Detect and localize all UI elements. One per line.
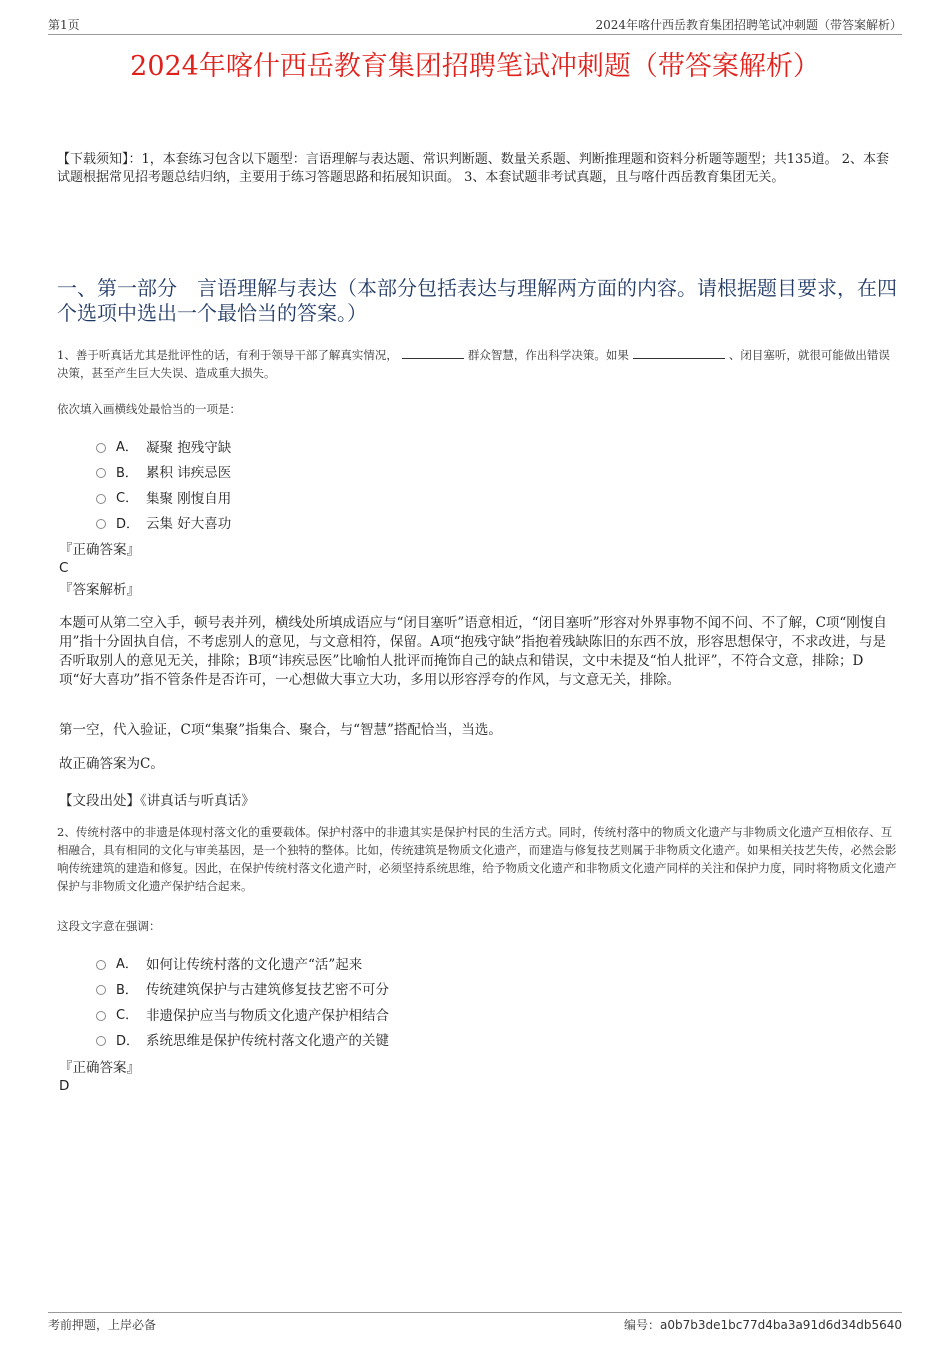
question-2-options (96, 950, 389, 1052)
answer-value: C (59, 560, 69, 576)
blank-2 (633, 347, 725, 359)
option-b[interactable]: B． 传统建筑保护与古建筑修复技艺密不可分 (96, 976, 389, 1002)
header-doc-title: 2024年喀什西岳教育集团招聘笔试冲刺题（带答案解析） (595, 18, 902, 32)
option-a[interactable]: A． 凝聚 抱残守缺 (96, 433, 231, 459)
answer-label: 『正确答案』 (59, 542, 140, 558)
document-code: 编号：a0b7b3de1bc77d4ba3a91d6d34db5640 (623, 1318, 902, 1332)
answer-label: 『正确答案』 (59, 1060, 140, 1076)
passage-source: 【文段出处】《讲真话与听真话》 (59, 793, 255, 809)
radio-icon[interactable] (96, 494, 106, 504)
analysis-paragraph: 本题可从第二空入手，顿号表并列，横线处所填成语应与“闭目塞听”语意相近，“闭目塞听”形容对外界事物不闻不问、不了解，C项“刚愎自用”指十分固执自信，不考虑别人的意见，与文意相符，保留。A项“抱残守缺”指抱着残缺陈旧的东西不放，形容思想保守，不求改进，与是否听取别人的意见无关，排除；B项“讳疾忌医”比喻怕人批评而掩饰自己的缺点和错误，文中未提及“怕人批评”，不符合文意，排除；D项“好大喜功”指不管条件是否许可，一心想做大事立大功，多用以形容浮夸的作风，与文意无关，排除。 (59, 615, 887, 688)
analysis-paragraph: 故正确答案为C。 (59, 756, 164, 772)
radio-icon[interactable] (96, 468, 106, 478)
question-2-text: 2、传统村落中的非遗是体现村落文化的重要载体。保护村落中的非遗其实是保护村民的生活方式。同时，传统村落中的物质文化遗产与非物质文化遗产互相依存、互相融合，具有相同的文化与审美基因，是一个独特的整体。比如，传统建筑是物质文化遗产，而建造与修复技艺则属于非物质文化遗产。如果相关技艺失传，必然会影响传统建筑的建造和修复。因此，在保护传统村落文化遗产时，必须坚持系统思维，给予物质文化遗产和非物质文化遗产同样的关注和保护力度，同时将物质文化遗产保护与非物质文化遗产保护结合起来。 (57, 825, 897, 893)
section-heading: 一、第一部分 言语理解与表达（本部分包括表达与理解两方面的内容。请根据题目要求，在四个选项中选出一个最恰当的答案。） (57, 276, 897, 325)
radio-icon[interactable] (96, 960, 106, 970)
radio-icon[interactable] (96, 1036, 106, 1046)
option-b[interactable]: B． 累积 讳疾忌医 (96, 459, 231, 485)
blank-1 (402, 347, 464, 359)
question-2-prompt: 这段文字意在强调： (57, 919, 161, 933)
answer-value: D (59, 1078, 70, 1094)
question-1-options (96, 433, 231, 535)
option-c[interactable]: C． 集聚 刚愎自用 (96, 484, 231, 510)
option-a[interactable]: A． 如何让传统村落的文化遗产“活”起来 (96, 950, 389, 976)
option-d[interactable]: D． 系统思维是保护传统村落文化遗产的关键 (96, 1027, 389, 1053)
footer-slogan: 考前押题，上岸必备 (48, 1318, 157, 1332)
question-1-text: 1、善于听真话尤其是批评性的话，有利于领导干部了解真实情况， 群众智慧，作出科学决策。如果 、闭目塞听，就很可能做出错误决策，甚至产生巨大失误、造成重大损失。 (57, 348, 890, 380)
page-header (48, 14, 902, 35)
radio-icon[interactable] (96, 985, 106, 995)
page-footer (48, 1312, 902, 1332)
download-notice: 【下载须知】：1，本套练习包含以下题型：言语理解与表达题、常识判断题、数量关系题、判断推理题和资料分析题等题型；共135道。 2、本套试题根据常见招考题总结归纳，主要用于练习答题思路和拓展知识面。 3、本套试题非考试真题，且与喀什西岳教育集团无关。 (57, 152, 889, 185)
option-d[interactable]: D． 云集 好大喜功 (96, 510, 231, 536)
analysis-label: 『答案解析』 (59, 582, 140, 598)
question-1-prompt: 依次填入画横线处最恰当的一项是： (57, 402, 241, 416)
radio-icon[interactable] (96, 443, 106, 453)
radio-icon[interactable] (96, 1011, 106, 1021)
analysis-paragraph: 第一空，代入验证，C项“集聚”指集合、聚合，与“智慧”搭配恰当，当选。 (59, 722, 502, 738)
document-title: 2024年喀什西岳教育集团招聘笔试冲刺题（带答案解析） (130, 51, 820, 82)
page-number: 第1页 (48, 18, 80, 32)
radio-icon[interactable] (96, 519, 106, 529)
option-c[interactable]: C． 非遗保护应当与物质文化遗产保护相结合 (96, 1001, 389, 1027)
